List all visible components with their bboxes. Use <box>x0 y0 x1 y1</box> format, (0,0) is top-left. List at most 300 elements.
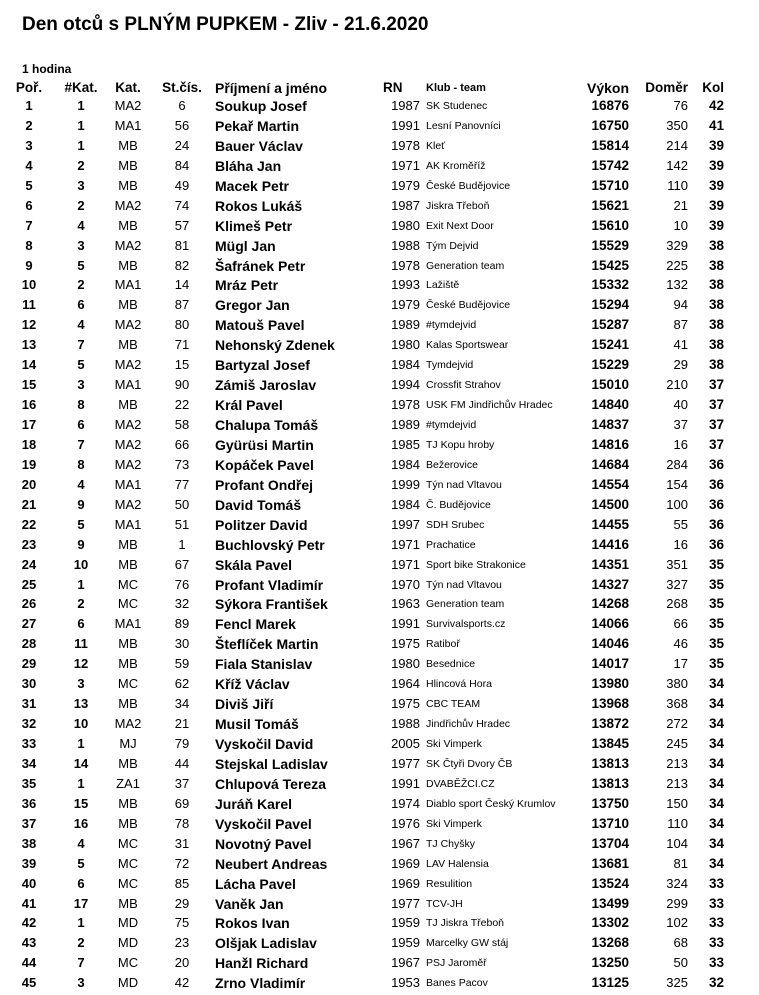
cell-domer: 324 <box>666 875 688 891</box>
table-row <box>0 218 759 238</box>
table-row <box>0 696 759 716</box>
cell-kat: MB <box>118 755 138 771</box>
cell-name: Chalupa Tomáš <box>215 417 319 433</box>
cell-domer: 351 <box>666 556 688 572</box>
cell-st-cis: 77 <box>174 476 190 492</box>
cell-kol: 33 <box>708 895 724 911</box>
cell-kol: 36 <box>708 536 724 552</box>
cell-name: Vyskočil David <box>215 736 314 752</box>
cell-name: Pekař Martin <box>215 117 300 134</box>
cell-rn: 1969 <box>391 875 420 891</box>
cell-por: 30 <box>21 676 37 692</box>
cell-domer: 102 <box>666 915 688 931</box>
cell-rn: 1987 <box>391 197 420 213</box>
cell-kol: 39 <box>708 157 724 173</box>
table-row <box>0 497 759 517</box>
cell-por: 32 <box>21 716 37 732</box>
cell-vykon: 14046 <box>591 636 629 652</box>
cell-kol: 35 <box>708 556 724 572</box>
cell-por: 31 <box>21 696 37 712</box>
cell-name: Bauer Václav <box>215 137 303 154</box>
cell-domer: 87 <box>673 317 688 333</box>
header-kat-poradi: #Kat. <box>64 80 98 95</box>
cell-kat: MA2 <box>114 456 142 472</box>
cell-kat-poradi: 1 <box>77 915 85 931</box>
table-row <box>0 876 759 896</box>
cell-rn: 1971 <box>391 157 420 173</box>
cell-kat: MB <box>118 337 138 353</box>
cell-kat-poradi: 9 <box>77 536 85 552</box>
header-rn: RN <box>383 80 403 95</box>
cell-vykon: 15814 <box>591 137 629 153</box>
table-row <box>0 577 759 597</box>
cell-domer: 210 <box>666 377 688 393</box>
cell-club: Kalas Sportswear <box>426 339 509 352</box>
cell-name: Vaněk Jan <box>215 895 284 912</box>
cell-name: Sýkora František <box>215 596 328 613</box>
cell-por: 34 <box>21 755 37 771</box>
cell-name: David Tomáš <box>215 496 302 513</box>
cell-vykon: 13524 <box>591 875 629 891</box>
table-row <box>0 676 759 696</box>
cell-por: 16 <box>21 397 37 413</box>
cell-kat: MD <box>117 915 139 931</box>
cell-vykon: 15229 <box>591 357 629 373</box>
cell-rn: 1993 <box>391 277 420 293</box>
cell-kol: 41 <box>708 117 724 133</box>
cell-club: Jindřichův Hradec <box>426 718 511 731</box>
cell-por: 18 <box>21 436 37 452</box>
cell-vykon: 15425 <box>591 257 629 273</box>
cell-st-cis: 20 <box>174 955 190 971</box>
cell-domer: 100 <box>666 496 688 512</box>
cell-name: Juráň Karel <box>215 795 293 812</box>
cell-por: 28 <box>21 636 37 652</box>
cell-st-cis: 67 <box>174 556 190 572</box>
cell-por: 12 <box>21 317 37 333</box>
cell-por: 11 <box>22 297 36 313</box>
cell-vykon: 13872 <box>591 716 629 732</box>
cell-domer: 40 <box>673 397 688 413</box>
cell-kol: 34 <box>708 775 724 791</box>
cell-por: 39 <box>21 855 37 871</box>
cell-domer: 214 <box>666 137 688 153</box>
cell-por: 43 <box>21 935 37 951</box>
cell-name: Hanžl Richard <box>215 955 309 972</box>
cell-club: SK Studenec <box>426 100 488 112</box>
cell-st-cis: 44 <box>174 755 190 771</box>
cell-domer: 68 <box>673 935 688 951</box>
cell-st-cis: 56 <box>174 117 190 133</box>
cell-club: Bežerovice <box>426 458 478 471</box>
cell-kat-poradi: 1 <box>77 98 85 113</box>
cell-kat: MB <box>118 397 138 413</box>
table-row <box>0 596 759 616</box>
cell-st-cis: 62 <box>174 676 190 692</box>
cell-por: 41 <box>21 895 37 911</box>
cell-st-cis: 30 <box>174 636 190 652</box>
table-row <box>0 397 759 417</box>
cell-vykon: 15621 <box>591 197 629 213</box>
cell-kat-poradi: 6 <box>77 616 85 632</box>
table-row <box>0 756 759 776</box>
cell-st-cis: 85 <box>174 875 190 891</box>
cell-kat-poradi: 4 <box>77 835 85 851</box>
cell-rn: 1953 <box>391 975 420 991</box>
cell-por: 37 <box>21 815 37 831</box>
cell-rn: 1969 <box>391 855 420 871</box>
cell-por: 38 <box>21 835 37 851</box>
cell-kat: MA1 <box>114 277 142 293</box>
cell-rn: 1989 <box>391 417 420 432</box>
cell-domer: 132 <box>666 277 688 293</box>
cell-st-cis: 21 <box>174 716 190 732</box>
cell-vykon: 15287 <box>591 317 629 333</box>
cell-club: SDH Srubec <box>426 518 485 531</box>
cell-st-cis: 51 <box>174 516 190 532</box>
cell-kat-poradi: 4 <box>77 217 85 233</box>
cell-kat: MC <box>117 955 139 971</box>
cell-kat: MC <box>117 576 139 592</box>
cell-kat-poradi: 8 <box>77 456 85 472</box>
cell-club: LAV Halensia <box>426 857 489 870</box>
cell-kat-poradi: 5 <box>77 855 85 871</box>
table-row <box>0 656 759 676</box>
table-row <box>0 317 759 337</box>
cell-club: Survivalsports.cz <box>426 618 506 631</box>
cell-kol: 36 <box>708 516 724 532</box>
cell-name: Kříž Václav <box>215 676 290 693</box>
cell-rn: 1980 <box>391 217 420 233</box>
cell-club: AK Kroměříž <box>426 159 486 172</box>
cell-kat-poradi: 12 <box>73 656 89 672</box>
cell-kat: MB <box>118 556 138 572</box>
cell-rn: 1984 <box>391 496 420 512</box>
cell-domer: 213 <box>666 775 688 791</box>
cell-vykon: 15610 <box>591 217 629 233</box>
cell-club: USK FM Jindřichův Hradec <box>426 399 553 412</box>
cell-kat-poradi: 1 <box>77 736 85 751</box>
cell-domer: 17 <box>673 656 688 672</box>
cell-vykon: 13704 <box>591 835 629 851</box>
cell-domer: 154 <box>666 476 688 492</box>
cell-rn: 1970 <box>391 576 420 592</box>
cell-kat-poradi: 6 <box>77 417 85 432</box>
cell-name: Rokos Lukáš <box>215 197 303 214</box>
cell-kol: 36 <box>708 456 724 472</box>
cell-domer: 76 <box>673 98 688 113</box>
table-row <box>0 258 759 278</box>
section-subtitle: 1 hodina <box>22 62 72 76</box>
cell-rn: 1984 <box>391 357 420 373</box>
cell-name: Bartyzal Josef <box>215 357 310 374</box>
cell-name: Vyskočil Pavel <box>215 815 312 832</box>
table-row <box>0 417 759 437</box>
cell-kat-poradi: 3 <box>77 676 85 692</box>
cell-vykon: 13968 <box>591 696 629 712</box>
cell-domer: 350 <box>666 117 688 133</box>
cell-domer: 213 <box>666 755 688 771</box>
cell-kat: MB <box>118 895 138 911</box>
cell-name: Rokos Ivan <box>215 915 290 932</box>
cell-club: Kleť <box>426 139 446 152</box>
cell-kat: MA1 <box>114 377 142 393</box>
cell-kat-poradi: 5 <box>77 257 85 273</box>
cell-kat: MB <box>118 177 138 193</box>
cell-kol: 36 <box>708 496 724 512</box>
cell-club: Lažiště <box>426 279 460 292</box>
cell-name: Diviš Jiří <box>215 696 274 713</box>
cell-name: Buchlovský Petr <box>215 536 325 553</box>
cell-st-cis: 31 <box>174 835 190 851</box>
table-row <box>0 557 759 577</box>
cell-domer: 21 <box>673 197 688 213</box>
cell-kol: 39 <box>708 177 724 193</box>
cell-domer: 380 <box>666 676 688 692</box>
cell-name: Fencl Marek <box>215 616 296 633</box>
cell-st-cis: 66 <box>174 436 190 452</box>
table-row <box>0 198 759 218</box>
cell-por: 1 <box>25 98 33 113</box>
cell-rn: 1974 <box>391 795 420 811</box>
cell-vykon: 15010 <box>591 377 629 393</box>
table-row <box>0 118 759 138</box>
cell-kat-poradi: 7 <box>77 436 85 452</box>
cell-domer: 55 <box>673 516 688 532</box>
cell-name: Matouš Pavel <box>215 317 305 334</box>
cell-name: Lácha Pavel <box>215 875 296 892</box>
cell-name: Olšjak Ladislav <box>215 935 317 952</box>
cell-domer: 325 <box>666 975 688 991</box>
table-row <box>0 437 759 457</box>
cell-kol: 34 <box>708 676 724 692</box>
cell-st-cis: 71 <box>174 337 190 353</box>
cell-rn: 1977 <box>391 895 420 911</box>
cell-vykon: 15294 <box>591 297 629 313</box>
header-kol: Kol <box>702 80 724 95</box>
cell-kol: 35 <box>708 576 724 592</box>
table-row <box>0 776 759 796</box>
cell-vykon: 15332 <box>591 277 629 293</box>
cell-kol: 39 <box>708 137 724 153</box>
cell-name: Mráz Petr <box>215 277 279 294</box>
cell-name: Šteflíček Martin <box>215 636 319 653</box>
cell-por: 14 <box>21 357 37 373</box>
cell-kat: MA2 <box>114 496 142 512</box>
cell-por: 33 <box>21 736 37 751</box>
cell-st-cis: 15 <box>174 357 190 373</box>
cell-domer: 16 <box>673 536 688 552</box>
cell-domer: 329 <box>666 237 688 253</box>
cell-vykon: 13750 <box>591 795 629 811</box>
cell-name: Novotný Pavel <box>215 835 312 852</box>
cell-club: České Budějovice <box>426 299 511 312</box>
cell-kol: 37 <box>708 397 724 413</box>
cell-por: 4 <box>25 157 33 173</box>
cell-rn: 1997 <box>391 516 420 532</box>
table-row <box>0 178 759 198</box>
header-vykon: Výkon <box>586 80 629 96</box>
cell-kol: 38 <box>708 257 724 273</box>
cell-kat: ZA1 <box>116 775 140 791</box>
cell-kol: 34 <box>708 716 724 732</box>
cell-club: TJ Jiskra Třeboň <box>426 917 504 930</box>
table-row <box>0 856 759 876</box>
cell-name: Stejskal Ladislav <box>215 755 328 772</box>
cell-kat-poradi: 1 <box>77 576 85 592</box>
cell-name: Gregor Jan <box>215 297 290 314</box>
table-row <box>0 98 759 118</box>
cell-kat-poradi: 5 <box>77 357 85 373</box>
cell-name: Mügl Jan <box>215 237 276 254</box>
table-row <box>0 517 759 537</box>
cell-kat: MC <box>117 596 139 612</box>
cell-kat: MC <box>117 835 139 851</box>
cell-kat-poradi: 9 <box>77 496 85 512</box>
cell-domer: 225 <box>666 257 688 273</box>
cell-vykon: 15241 <box>591 337 629 353</box>
cell-por: 19 <box>21 456 37 472</box>
cell-club: #tymdejvid <box>426 419 477 431</box>
cell-kol: 38 <box>708 357 724 373</box>
cell-kol: 34 <box>708 696 724 712</box>
cell-name: Zámiš Jaroslav <box>215 377 317 394</box>
cell-st-cis: 89 <box>174 616 190 632</box>
header-por: Poř. <box>15 80 43 95</box>
cell-kat-poradi: 3 <box>77 377 85 393</box>
cell-club: TJ Chyšky <box>426 837 476 850</box>
cell-kat-poradi: 15 <box>73 795 89 811</box>
cell-kol: 38 <box>708 317 724 333</box>
cell-club: České Budějovice <box>426 179 511 192</box>
cell-st-cis: 75 <box>174 915 190 931</box>
cell-kat: MA1 <box>114 117 142 133</box>
cell-kat: MA1 <box>114 616 142 632</box>
cell-rn: 1980 <box>391 337 420 353</box>
cell-st-cis: 82 <box>174 257 190 273</box>
cell-name: Gyürüsi Martin <box>215 436 314 453</box>
cell-st-cis: 57 <box>174 217 190 233</box>
table-row <box>0 457 759 477</box>
cell-vykon: 14816 <box>591 436 629 452</box>
cell-por: 10 <box>21 277 37 293</box>
cell-por: 23 <box>21 536 37 552</box>
cell-kol: 36 <box>708 476 724 492</box>
cell-kat-poradi: 1 <box>77 137 85 153</box>
table-row <box>0 716 759 736</box>
cell-st-cis: 80 <box>174 317 190 333</box>
cell-por: 8 <box>25 237 33 253</box>
cell-kat: MB <box>118 536 138 552</box>
cell-kol: 38 <box>708 297 724 313</box>
table-row <box>0 836 759 856</box>
cell-name: Politzer David <box>215 516 308 533</box>
cell-st-cis: 29 <box>174 895 190 911</box>
table-row <box>0 537 759 557</box>
cell-por: 20 <box>21 476 37 492</box>
cell-kat-poradi: 1 <box>77 117 85 133</box>
cell-rn: 1975 <box>391 636 420 652</box>
cell-vykon: 14351 <box>591 556 629 572</box>
cell-domer: 142 <box>666 157 688 173</box>
header-club: Klub - team <box>426 82 486 94</box>
cell-club: Ratiboř <box>426 638 460 651</box>
cell-st-cis: 74 <box>174 197 190 213</box>
cell-name: Skála Pavel <box>215 556 293 573</box>
cell-st-cis: 72 <box>174 855 190 871</box>
cell-kol: 34 <box>708 755 724 771</box>
header-domer: Doměr <box>645 80 688 95</box>
cell-domer: 104 <box>666 835 688 851</box>
cell-por: 6 <box>25 197 33 213</box>
cell-kat: MJ <box>119 736 137 751</box>
cell-club: Prachatice <box>426 538 476 551</box>
cell-por: 17 <box>21 417 37 432</box>
table-row <box>0 138 759 158</box>
cell-vykon: 16876 <box>591 98 629 113</box>
cell-domer: 284 <box>666 456 688 472</box>
cell-st-cis: 87 <box>174 297 190 313</box>
cell-por: 40 <box>21 875 37 891</box>
cell-kat: MB <box>118 157 138 173</box>
table-row <box>0 377 759 397</box>
cell-name: Soukup Josef <box>215 98 307 114</box>
cell-rn: 1980 <box>391 656 420 672</box>
table-row <box>0 357 759 377</box>
cell-kol: 33 <box>708 875 724 891</box>
cell-kat-poradi: 7 <box>77 955 85 971</box>
cell-rn: 1987 <box>391 98 420 113</box>
cell-name: Šafránek Petr <box>215 257 306 274</box>
cell-name: Klimeš Petr <box>215 217 293 234</box>
cell-vykon: 16750 <box>591 117 629 133</box>
cell-club: Ski Vimperk <box>426 738 482 750</box>
cell-club: Marcelky GW stáj <box>426 937 509 950</box>
table-header <box>0 80 759 98</box>
cell-name: Chlupová Tereza <box>215 775 326 792</box>
table-row <box>0 736 759 756</box>
table-row <box>0 238 759 258</box>
cell-kat: MD <box>117 975 139 991</box>
cell-vykon: 14268 <box>591 596 629 612</box>
cell-st-cis: 78 <box>174 815 190 831</box>
cell-kat: MB <box>118 696 138 712</box>
cell-st-cis: 81 <box>174 237 190 253</box>
cell-kol: 39 <box>708 217 724 233</box>
cell-domer: 368 <box>666 696 688 712</box>
cell-club: Tymdejvid <box>426 359 474 372</box>
cell-rn: 1991 <box>391 117 420 133</box>
cell-kat-poradi: 13 <box>73 696 89 712</box>
cell-kol: 37 <box>708 436 724 452</box>
cell-kat-poradi: 2 <box>77 197 85 213</box>
cell-st-cis: 50 <box>174 496 190 512</box>
cell-domer: 245 <box>666 736 688 751</box>
cell-por: 15 <box>21 377 37 393</box>
cell-kat: MA1 <box>114 516 142 532</box>
cell-club: Sport bike Strakonice <box>426 558 526 571</box>
cell-club: Crossfit Strahov <box>426 379 501 392</box>
cell-por: 5 <box>25 177 33 193</box>
cell-por: 24 <box>21 556 37 572</box>
cell-name: Macek Petr <box>215 177 289 194</box>
cell-name: Musil Tomáš <box>215 716 299 733</box>
cell-name: Bláha Jan <box>215 157 282 174</box>
cell-kol: 35 <box>708 656 724 672</box>
cell-club: DVABĚŽCI.CZ <box>426 777 495 790</box>
cell-kol: 42 <box>708 98 724 113</box>
cell-kat: MB <box>118 795 138 811</box>
